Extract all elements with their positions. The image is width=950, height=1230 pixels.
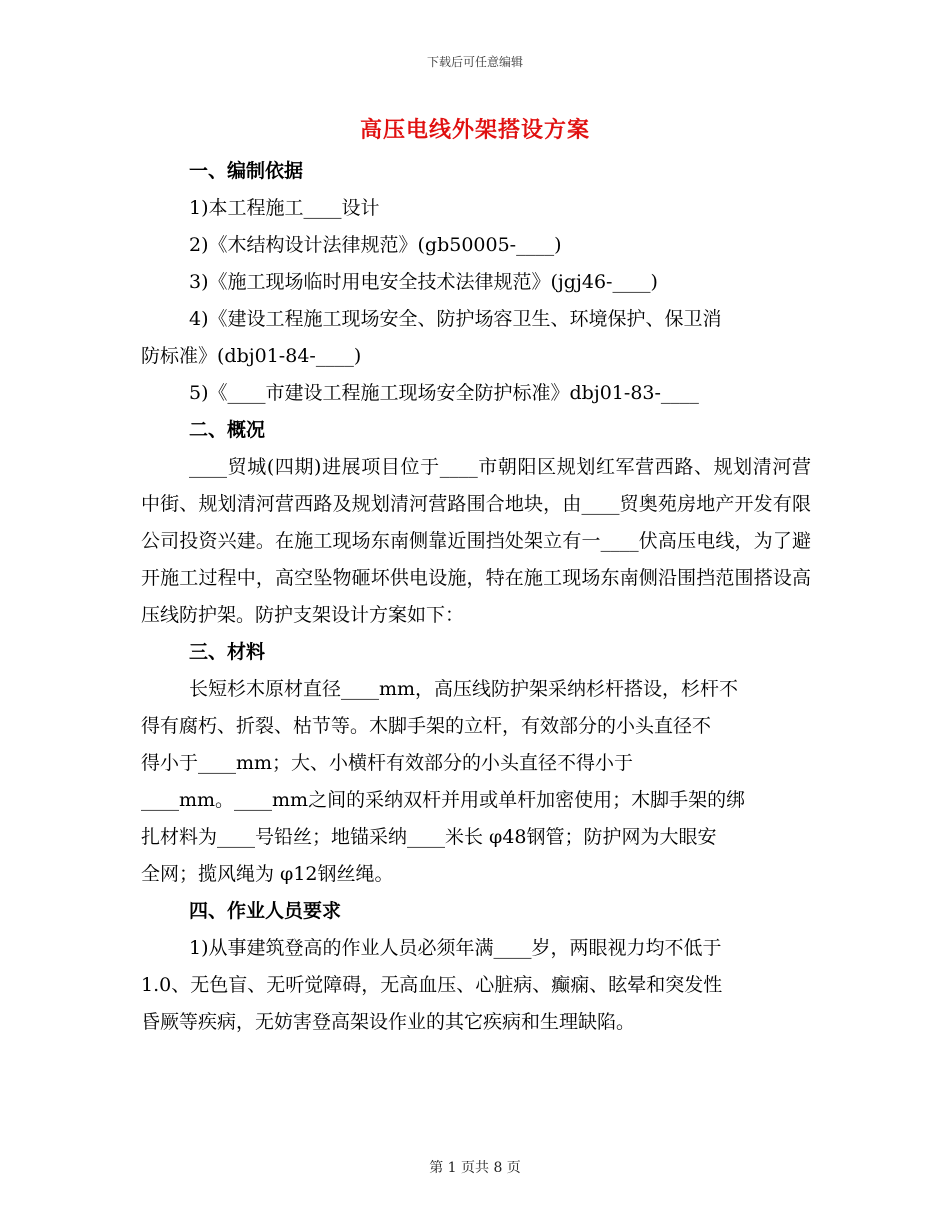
materials-line-5: 扎材料为____号铅丝；地锚采纳____米长 φ48钢管；防护网为大眼安 [141,826,717,848]
basis-item-4: 4)《建设工程施工现场安全、防护场容卫生、环境保护、保卫消 [189,308,722,330]
personnel-line-2: 1.0、无色盲、无听觉障碍，无高血压、心脏病、癫痫、眩晕和突发性 [141,974,723,996]
materials-line-6: 全网；揽风绳为 φ12钢丝绳。 [141,863,394,885]
document-title: 高压电线外架搭设方案 [359,117,590,143]
header-note: 下载后可任意编辑 [426,55,523,69]
section-heading-personnel: 四、作业人员要求 [189,900,342,922]
basis-item-4-cont: 防标准》(dbj01-84-____) [141,345,362,367]
document-body [141,153,811,1041]
basis-item-3: 3)《施工现场临时用电安全技术法律规范》(jgj46-____) [189,271,658,293]
materials-line-1: 长短杉木原材直径____mm，高压线防护架采纳杉杆搭设，杉杆不 [189,678,739,700]
section-heading-basis: 一、编制依据 [189,160,304,182]
basis-item-1: 1)本工程施工____设计 [189,197,380,219]
materials-line-3: 得小于____mm；大、小横杆有效部分的小头直径不得小于 [141,752,634,774]
section-heading-overview: 二、概况 [189,419,266,441]
basis-item-2: 2)《木结构设计法律规范》(gb50005-____) [189,234,562,256]
materials-line-4: ____mm。____mm之间的采纳双杆并用或单杆加密使用；木脚手架的绑 [141,789,746,811]
page-footer: 第 1 页共 8 页 [429,1160,521,1176]
materials-line-2: 得有腐朽、折裂、枯节等。木脚手架的立杆，有效部分的小头直径不 [141,715,712,737]
personnel-line-1: 1)从事建筑登高的作业人员必须年满____岁，两眼视力均不低于 [189,937,722,959]
overview-paragraph: ____贸城(四期)进展项目位于____市朝阳区规划红军营西路、规划清河营中街、规划清河营西路及规划清河营路围合地块，由____贸奥苑房地产开发有限公司投资兴建。在施工现场东南侧靠近围挡处架立有一____伏高压电线，为了避开施工过程中，高空坠物砸坏供电设施，特在施工现场东南侧沿围挡范围搭设高压线防护架。防护支架设计方案如下： [141,456,811,626]
personnel-line-3: 昏厥等疾病，无妨害登高架设作业的其它疾病和生理缺陷。 [141,1011,636,1033]
basis-item-5: 5)《____市建设工程施工现场安全防护标准》dbj01-83-____ [189,382,699,404]
section-heading-materials: 三、材料 [189,641,266,663]
